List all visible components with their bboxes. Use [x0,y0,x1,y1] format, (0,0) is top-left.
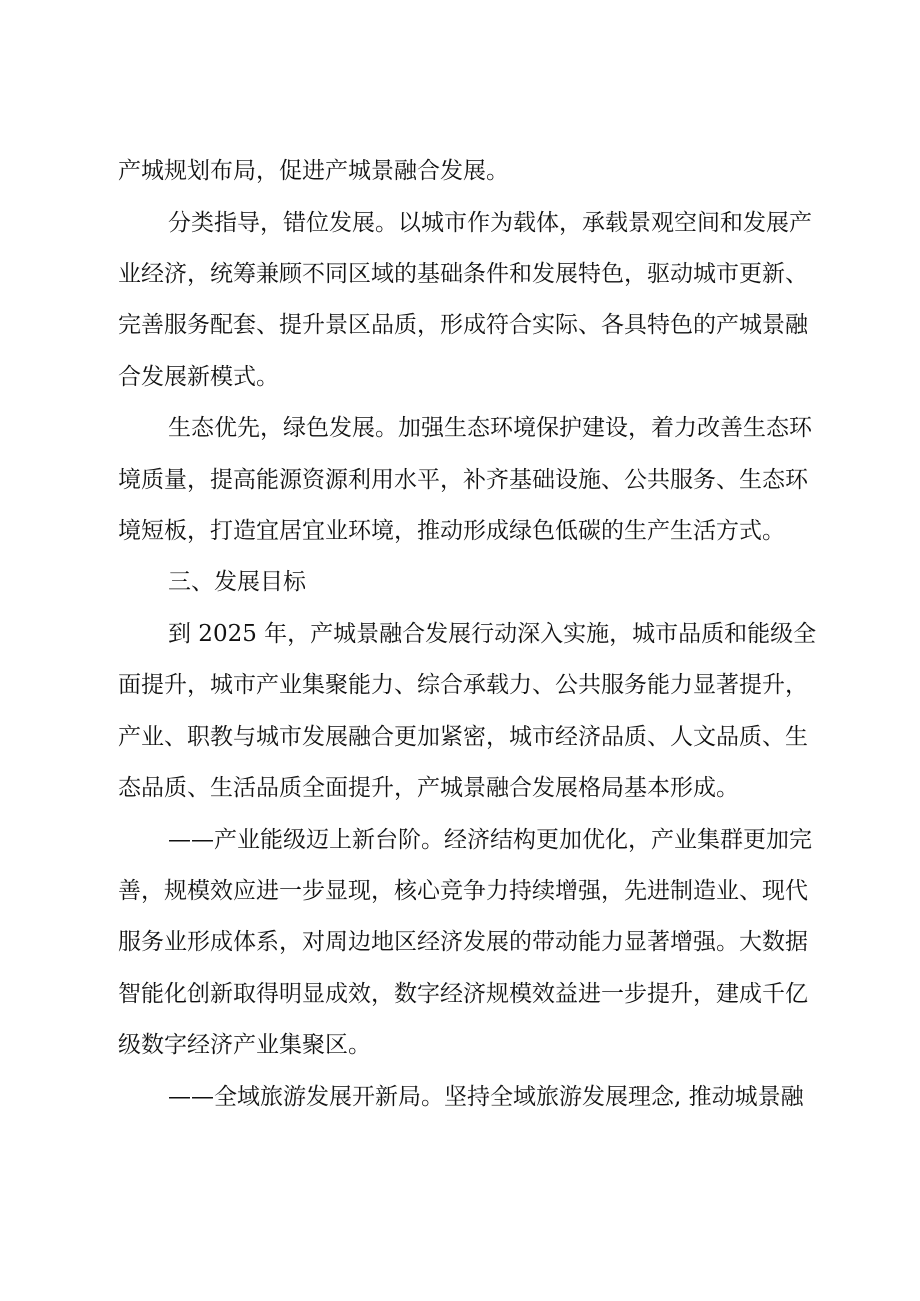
paragraph-line: 境质量，提高能源资源利用水平，补齐基础设施、公共服务、生态环 [118,467,808,493]
paragraph-line: ——全域旅游发展开新局。坚持全域旅游发展理念, 推动城景融 [168,1084,804,1110]
paragraph-line: 产城规划布局，促进产城景融合发展。 [118,158,509,184]
paragraph-line: ——产业能级迈上新台阶。经济结构更加优化，产业集群更加完 [168,827,812,853]
paragraph-line: 业经济，统筹兼顾不同区域的基础条件和发展特色，驱动城市更新、 [118,261,808,287]
paragraph-line: 善，规模效应进一步显现，核心竞争力持续增强，先进制造业、现代 [118,878,808,904]
paragraph-line: 境短板，打造宜居宜业环境，推动形成绿色低碳的生产生活方式。 [118,518,785,544]
paragraph-line: 面提升，城市产业集聚能力、综合承载力、公共服务能力显著提升， [118,672,808,698]
paragraph-line: 智能化创新取得明显成效，数字经济规模效益进一步提升，建成千亿 [118,981,808,1007]
paragraph-line: 分类指导，错位发展。以城市作为载体，承载景观空间和发展产 [168,210,812,236]
paragraph-line: 完善服务配套、提升景区品质，形成符合实际、各具特色的产城景融 [118,312,808,338]
section-heading: 三、发展目标 [168,569,306,595]
paragraph-line: 到 2025 年，产城景融合发展行动深入实施，城市品质和能级全 [168,621,817,647]
paragraph-line: 生态优先，绿色发展。加强生态环境保护建设，着力改善生态环 [168,415,812,441]
paragraph-line: 产业、职教与城市发展融合更加紧密，城市经济品质、人文品质、生 [118,724,808,750]
paragraph-line: 服务业形成体系，对周边地区经济发展的带动能力显著增强。大数据 [118,929,808,955]
paragraph-line: 级数字经济产业集聚区。 [118,1032,371,1058]
paragraph-line: 态品质、生活品质全面提升，产城景融合发展格局基本形成。 [118,775,739,801]
paragraph-line: 合发展新模式。 [118,364,279,390]
